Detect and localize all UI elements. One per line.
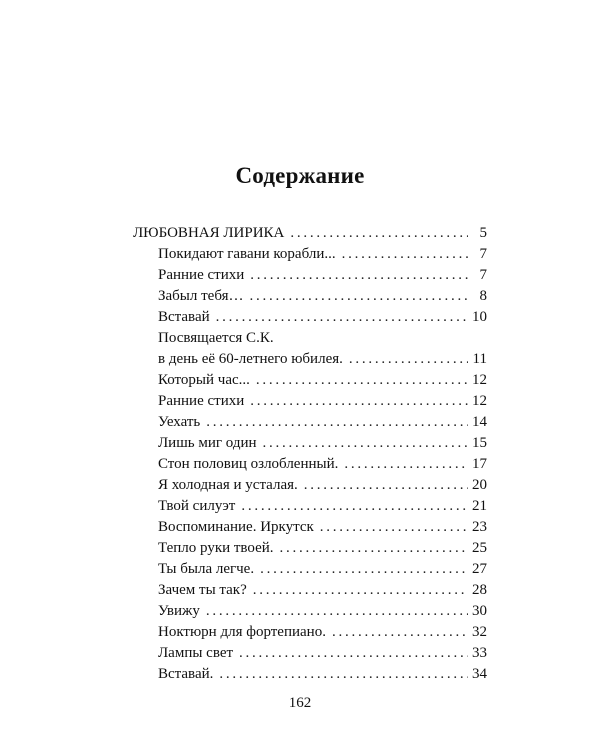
- toc-entry-continuation[interactable]: [133, 349, 487, 370]
- toc-entry-page: 14: [472, 414, 487, 430]
- toc-entry-title: Увижу: [158, 603, 200, 619]
- toc-entry-title: Зачем ты так?: [158, 582, 247, 598]
- toc-entry-title: Покидают гавани корабли...: [158, 246, 336, 262]
- toc-entry-page: 7: [479, 246, 487, 262]
- toc-entry-title: Стон половиц озлобленный.: [158, 456, 339, 472]
- toc-entry[interactable]: [133, 370, 487, 391]
- toc-entry-title: Ты была легче.: [158, 561, 255, 577]
- dot-leader: [260, 559, 468, 580]
- toc-entry[interactable]: [133, 580, 487, 601]
- toc-section-page: 5: [479, 225, 487, 241]
- dot-leader: [250, 391, 468, 412]
- toc-entry-page: 7: [479, 267, 487, 283]
- toc-entry-title: Лампы свет: [158, 645, 234, 661]
- toc-entry[interactable]: [133, 454, 487, 475]
- dot-leader: [206, 412, 468, 433]
- toc-entry-title: Твой силуэт: [158, 498, 236, 514]
- toc-entry[interactable]: [133, 307, 487, 328]
- dot-leader: [344, 454, 468, 475]
- toc-entry-page: 28: [472, 582, 487, 598]
- toc-entry-title: Ранние стихи: [158, 393, 245, 409]
- toc-entry-title: Забыл тебя…: [158, 288, 244, 304]
- toc-entry-title: Тепло руки твоей.: [158, 540, 274, 556]
- toc-entry[interactable]: [133, 559, 487, 580]
- toc-section-label: ЛЮБОВНАЯ ЛИРИКА: [133, 225, 285, 241]
- dot-leader: [320, 517, 468, 538]
- toc-entry-page: 11: [472, 351, 487, 367]
- toc-entry[interactable]: [133, 244, 487, 265]
- toc-entry-title: Ранние стихи: [158, 267, 245, 283]
- page-title: Содержание: [235, 163, 365, 188]
- toc-entry-page: 23: [472, 519, 487, 535]
- toc-entry[interactable]: [133, 265, 487, 286]
- dot-leader: [206, 601, 468, 622]
- toc-entry[interactable]: [133, 391, 487, 412]
- toc-entry-title: Воспоминание. Иркутск: [158, 519, 314, 535]
- toc-entry[interactable]: [133, 664, 487, 685]
- dot-leader: [304, 475, 468, 496]
- toc-entry[interactable]: [133, 517, 487, 538]
- page-number: 162: [288, 695, 312, 711]
- table-of-contents: [133, 223, 487, 685]
- dot-leader: [250, 265, 468, 286]
- toc-entry[interactable]: [133, 286, 487, 307]
- toc-entry-first-line[interactable]: [133, 328, 487, 349]
- toc-entry-page: 33: [472, 645, 487, 661]
- dot-leader: [250, 286, 469, 307]
- dot-leader: [342, 244, 468, 265]
- dot-leader: [241, 496, 468, 517]
- toc-entry-title: Уехать: [158, 414, 201, 430]
- toc-entry[interactable]: [133, 601, 487, 622]
- toc-entry-title: Лишь миг один: [158, 435, 257, 451]
- toc-entry-page: 34: [472, 666, 487, 682]
- toc-entry[interactable]: [133, 475, 487, 496]
- dot-leader: [263, 433, 468, 454]
- toc-entry-page: 32: [472, 624, 487, 640]
- toc-entry-title: Вставай.: [158, 666, 214, 682]
- toc-entry-title: Ноктюрн для фортепиано.: [158, 624, 326, 640]
- toc-section[interactable]: [133, 223, 487, 244]
- toc-entry-page: 17: [472, 456, 487, 472]
- dot-leader: [216, 307, 468, 328]
- toc-entry-page: 20: [472, 477, 487, 493]
- toc-entry-page: 25: [472, 540, 487, 556]
- toc-entry[interactable]: [133, 412, 487, 433]
- dot-leader: [253, 580, 468, 601]
- dot-leader: [219, 664, 468, 685]
- toc-entry-page: 12: [472, 393, 487, 409]
- toc-entry-page: 21: [472, 498, 487, 514]
- toc-entry-page: 15: [472, 435, 487, 451]
- toc-entry[interactable]: [133, 538, 487, 559]
- toc-entry-page: 8: [479, 288, 487, 304]
- toc-entry-page: 10: [472, 309, 487, 325]
- toc-entry-title: Который час...: [158, 372, 250, 388]
- toc-entry-title: Вставай: [158, 309, 210, 325]
- dot-leader: [280, 538, 468, 559]
- toc-entry-page: 30: [472, 603, 487, 619]
- toc-entry-page: 27: [472, 561, 487, 577]
- toc-entry-title: Посвящается С.К.: [158, 330, 274, 346]
- toc-entry[interactable]: [133, 496, 487, 517]
- dot-leader: [349, 349, 468, 370]
- dot-leader: [256, 370, 468, 391]
- dot-leader: [290, 223, 468, 244]
- toc-entry-title: Я холодная и усталая.: [158, 477, 298, 493]
- toc-entry[interactable]: [133, 622, 487, 643]
- dot-leader: [239, 643, 468, 664]
- toc-entry[interactable]: [133, 433, 487, 454]
- toc-entry-title: в день её 60-летнего юбилея.: [158, 351, 343, 367]
- dot-leader: [332, 622, 468, 643]
- toc-entry[interactable]: [133, 643, 487, 664]
- toc-entry-page: 12: [472, 372, 487, 388]
